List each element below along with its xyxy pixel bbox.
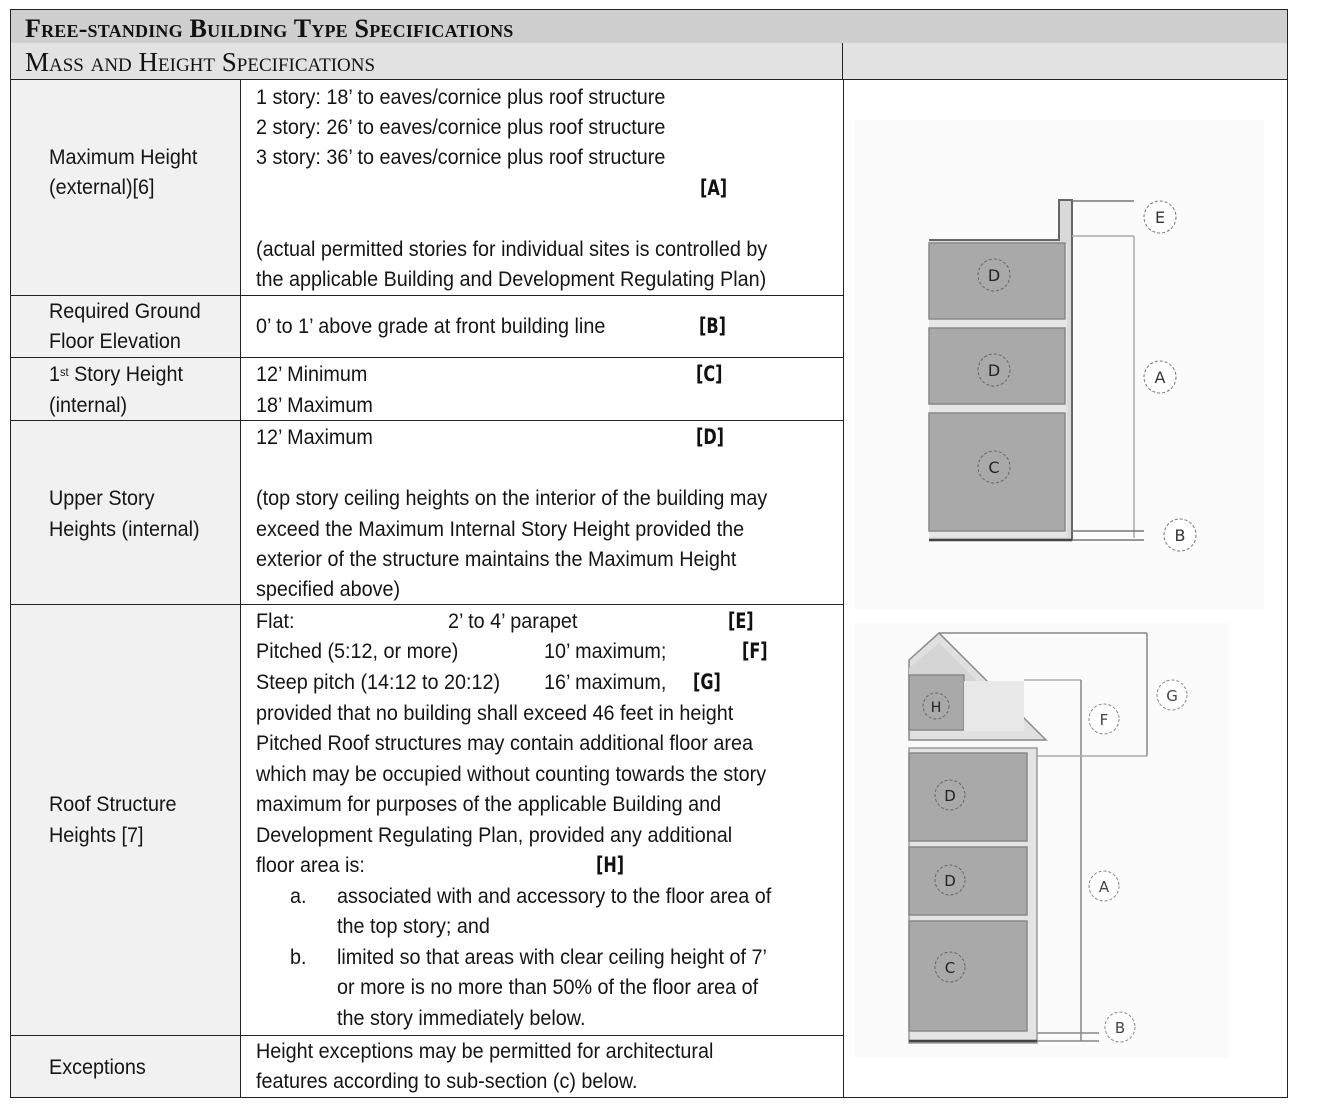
spec-note: (top story ceiling heights on the interior of the building may [256,486,768,510]
subtitle-bar [10,43,1288,80]
row-content-cell [242,296,843,357]
list-item: limited so that areas with clear ceiling height of 7’ [337,945,767,969]
spec-line: 0’ to 1’ above grade at front building line [256,314,606,338]
callout-e [1144,201,1176,233]
svg-text:A: A [1154,368,1166,387]
spec-note: exceed the Maximum Internal Story Height provided the [256,517,745,541]
spec-line: which may be occupied without counting towards the story [256,762,767,786]
callout-a [1089,871,1119,901]
callout-b [1105,1012,1135,1042]
spec-note: (actual permitted stories for individual sites is controlled by [256,237,768,261]
row-label: Floor Elevation [49,329,181,353]
row-label: (external)[6] [49,175,155,199]
row-label: Heights (internal) [49,517,200,541]
spec-line: 2 story: 26’ to eaves/cornice plus roof structure [256,115,666,139]
spec-line: 3 story: 36’ to eaves/cornice plus roof structure [256,145,666,169]
row-label: Upper Story [49,486,155,510]
spec-line: Development Regulating Plan, provided any additional [256,823,733,847]
story-box [909,921,1027,1031]
row-label-cell [11,1036,241,1097]
callout-a [1144,361,1176,393]
spec-line: maximum for purposes of the applicable Building and [256,792,722,816]
list-item: or more is no more than 50% of the floor area of [337,975,759,999]
spec-note: exterior of the structure maintains the Maximum Height [256,547,737,571]
svg-text:D: D [987,266,1001,285]
row-label: Roof Structure [49,792,177,816]
roof-type: Steep pitch (14:12 to 20:12) [256,670,501,694]
reference-tag: [C] [696,362,723,386]
table-row-exceptions [10,1036,843,1098]
roof-value: 10’ maximum; [544,639,667,663]
spec-line: 12’ Minimum [256,362,368,386]
reference-tag: [F] [742,639,768,663]
svg-text:D: D [987,361,1001,380]
section-subtitle: Mass and Height Specifications [25,47,376,77]
svg-text:D: D [944,872,956,890]
table-row-ground-floor-elevation [10,296,843,358]
callout-b [1164,519,1196,551]
spec-line: floor area is: [256,853,365,877]
spec-line: provided that no building shall exceed 46 feet in height [256,701,734,725]
column-divider [842,43,843,80]
row-label: Maximum Height [49,145,198,169]
spec-line: 1 story: 18’ to eaves/cornice plus roof structure [256,85,666,109]
row-content-cell [242,80,843,295]
spec-line: 12’ Maximum [256,425,373,449]
title-bar [10,9,1288,44]
table-row-first-story-height [10,358,843,421]
reference-tag: [G] [693,670,721,694]
callout-g [1157,680,1187,710]
table-row-upper-story-heights [10,421,843,605]
callout-f [1089,704,1119,734]
label-superscript: st [60,365,69,379]
row-label-cell [11,80,241,295]
row-label-cell [11,296,241,357]
label-text: Story Height [68,362,183,386]
svg-text:B: B [1114,1019,1126,1037]
spec-line: 18’ Maximum [256,393,373,417]
spec-line: Pitched Roof structures may contain additional floor area [256,731,753,755]
reference-tag: [H] [596,853,625,877]
list-item: the story immediately below. [337,1006,586,1030]
spec-note: the applicable Building and Development Regulating Plan) [256,267,767,291]
row-label-cell [11,358,241,420]
list-item: the top story; and [337,914,490,938]
svg-text:A: A [1098,878,1110,896]
reference-tag: [D] [696,425,725,449]
row-content-cell [242,605,843,1035]
row-label: (internal) [49,393,128,417]
row-label-cell [11,605,241,1035]
story-box [909,753,1027,841]
reference-tag: [B] [699,314,726,338]
label-ordinal: 1 [49,362,61,386]
list-item: associated with and accessory to the floor area of [337,884,772,908]
row-label [49,359,183,389]
spec-line: Height exceptions may be permitted for architectural [256,1039,714,1063]
svg-text:B: B [1174,526,1186,545]
spec-note: specified above) [256,577,401,601]
row-label-cell [11,421,241,604]
pitched-roof-diagram [854,623,1274,1063]
spec-line: features according to sub-section (c) below. [256,1069,638,1093]
reference-tag: [A] [700,176,728,200]
attic-space [964,681,1024,731]
flat-roof-diagram [854,120,1274,615]
row-content-cell [242,1036,843,1097]
svg-text:C: C [944,959,956,977]
svg-text:E: E [1154,208,1166,227]
row-label: Required Ground [49,299,201,323]
svg-text:G: G [1166,687,1178,705]
row-label: Exceptions [49,1055,146,1079]
roof-value: 16’ maximum, [544,670,667,694]
diagram-column [843,80,1288,1098]
row-label: Heights [7] [49,823,144,847]
svg-text:D: D [944,787,956,805]
row-content-cell [242,358,843,420]
roof-type: Flat: [256,609,295,633]
reference-tag: [E] [728,609,754,633]
svg-text:F: F [1099,711,1109,729]
roof-value: 2’ to 4’ parapet [448,609,578,633]
roof-type: Pitched (5:12, or more) [256,639,459,663]
svg-text:H: H [930,700,942,716]
document-title: Free-standing Building Type Specifications [25,14,514,43]
row-content-cell [242,421,843,604]
table-row-maximum-height [10,80,843,296]
story-box [909,847,1027,915]
table-row-roof-structure-heights [10,605,843,1036]
list-marker: a. [290,884,307,908]
svg-text:C: C [988,458,1000,477]
list-marker: b. [290,945,307,969]
